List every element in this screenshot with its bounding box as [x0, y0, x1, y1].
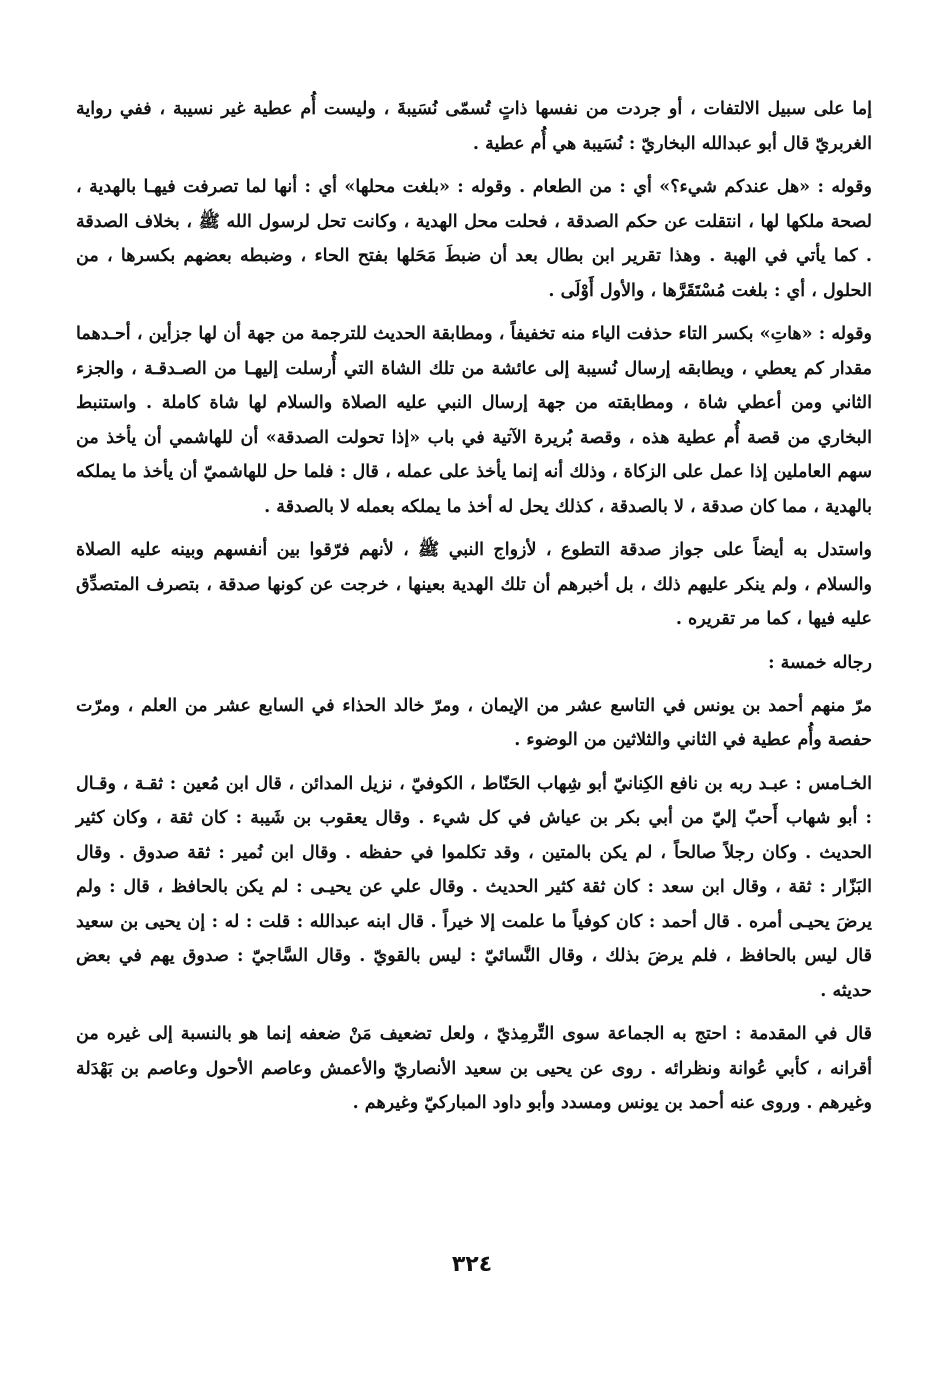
- paragraph-hal-indakum: وقوله : «هل عندكم شيء؟» أي : من الطعام . وقوله : «بلغت محلها» أي : أنها لما تصرفت فيهـا بالهدية ، لصحة ملكها لها ، انتقلت عن حكم الصدقة ، فحلت محل الهدية ، وكانت تحل لرسول الله ﷺ ، بخلاف الصدقة . كما يأتي في الهبة . وهذا تقرير ابن بطال بعد أن ضبطَ مَحَلها بفتح الحاء ، وضبطه بعضهم بكسرها ، من الحلول ، أي : بلغت مُسْتَقَرَّها ، والأول أَوْلَى .: [76, 177, 872, 301]
- page-text: [76, 92, 872, 1121]
- paragraph-separator: [76, 308, 872, 317]
- paragraph-separator: [76, 680, 872, 689]
- fifth-narrator-label: الخـامس :: [795, 773, 872, 794]
- paragraph-istadall: واستدل به أيضاً على جواز صدقة التطوع ، لأزواج النبي ﷺ ، لأنهم فرّقوا بين أنفسهم وبينه عليه الصلاة والسلام ، ولم ينكر عليهم ذلك ، بل أخبرهم أن تلك الهدية بعينها ، خرجت عن كونها صدقة ، بتصرف المتصدِّق عليه فيها ، كما مر تقريره .: [76, 540, 872, 629]
- paragraph-separator: [76, 758, 872, 767]
- paragraph-separator: [76, 637, 872, 646]
- paragraph-intro: إما على سبيل الالتفات ، أو جردت من نفسها ذاتٍ تُسمّى نُسَيبةَ ، وليست أُم عطية غير نسيبة ، ففي رواية الغربريّ قال أبو عبدالله البخاريّ : نُسَيبة هي أُم عطية .: [76, 99, 872, 154]
- paragraph-fifth-narrator: [76, 767, 872, 1009]
- paragraph-separator: [76, 524, 872, 533]
- page-number: ٣٢٤: [451, 1252, 493, 1277]
- fifth-narrator-text: عبـد ربه بن نافع الكِنانيّ أبو شِهاب الحَنّاط ، الكوفيّ ، نزيل المدائن ، قال ابن مُعين : ثقـة ، وقـال : أبو شهاب أَحبّ إليّ من أبي بكر بن عياش في كل شيء . وقال يعقوب بن شَيبة : كان ثقة ، وكان كثير الحديث . وكان رجلاً صالحاً ، لم يكن بالمتين ، وقد تكلموا في حفظه . وقال ابن نُمير : ثقة صدوق . وقال البَزّار : ثقة ، وقال ابن سعد : كان ثقة كثير الحديث . وقال علي عن يحيـى : لم يكن بالحافظ ، قال : ولم يرضَ يحيـى أمره . قال أحمد : كان كوفياً ما علمت إلا خيراً . قال ابنه عبدالله : قلت : له : إن يحيى بن سعيد قال ليس بالحافظ ، فلم يرضَ بذلك ، وقال النَّسائيّ : ليس بالقويّ . وقال السَّاجيّ : صدوق يهم في بعض حديثه .: [76, 773, 872, 1001]
- paragraph-hati: وقوله : «هاتِ» بكسر التاء حذفت الياء منه تخفيفاً ، ومطابقة الحديث للترجمة من جهة أن لها جزأين ، أحـدهما مقدار كم يعطي ، ويطابقه إرسال نُسيبة إلى عائشة من تلك الشاة التي أُرسلت إليهـا من الصـدقـة ، والجزء الثاني ومن أعطي شاة ، ومطابقته من جهة إرسال النبي عليه الصلاة والسلام لها شاة كاملة . واستنبط البخاري من قصة أُم عطية هذه ، وقصة بُريرة الآتية في باب «إذا تحولت الصدقة» أن للهاشمي أن يأخذ من سهم العاملين إذا عمل على الزكاة ، وذلك أنه إنما يأخذ على عمله ، قال : فلما حل للهاشميّ أن يأخذ ما يملكه بالهدية ، مما كان صدقة ، لا بالصدقة ، كذلك يحل له أخذ ما يملكه بعمله لا بالصدقة .: [76, 324, 872, 517]
- paragraph-muqaddima: قال في المقدمة : احتج به الجماعة سوى التِّرمِذيّ ، ولعل تضعيف مَنْ ضعفه إنما هو بالنسبة إلى غيره من أقرانه ، كأبي عُوانة ونظرائه . روى عن يحيى بن سعيد الأنصاريّ والأعمش وعاصم الأحول وعاصم بن بَهْدَلة وغيرهم . وروى عنه أحمد بن يونس ومسدد وأبو داود المباركيّ وغيرهم .: [76, 1024, 872, 1113]
- paragraph-separator: [76, 1008, 872, 1017]
- section-heading-narrators: رجاله خمسة :: [768, 652, 872, 673]
- paragraph-narrators-mentioned: مرّ منهم أحمد بن يونس في التاسع عشر من الإيمان ، ومرّ خالد الحذاء في السابع عشر من العلم ، ومرّت حفصة وأُم عطية في الثاني والثلاثين من الوضوء .: [76, 695, 872, 750]
- paragraph-separator: [76, 161, 872, 170]
